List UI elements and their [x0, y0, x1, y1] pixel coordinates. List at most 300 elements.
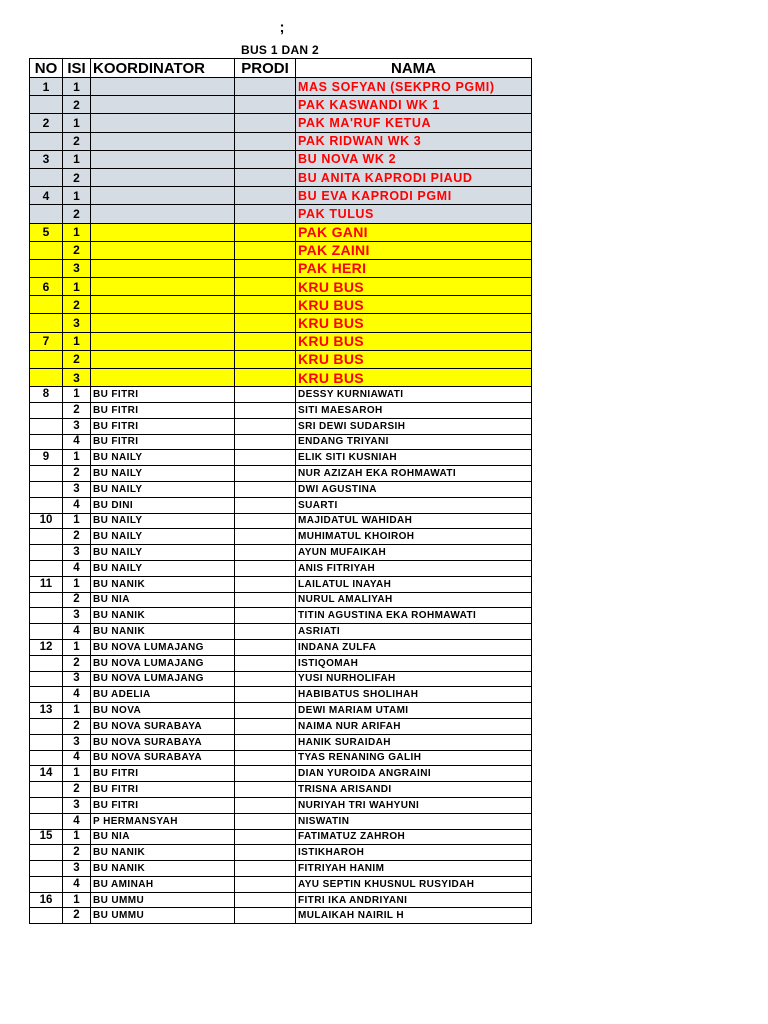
cell-isi: 3: [63, 734, 91, 750]
cell-nama: TRISNA ARISANDI: [296, 782, 532, 798]
table-row: [30, 750, 532, 766]
cell-prodi: [235, 845, 296, 861]
cell-koordinator: [91, 314, 235, 332]
cell-nama: DWI AGUSTINA: [296, 481, 532, 497]
cell-prodi: [235, 892, 296, 908]
cell-nama: ASRIATI: [296, 624, 532, 640]
cell-isi: 4: [63, 687, 91, 703]
cell-isi: 1: [63, 892, 91, 908]
cell-nama: HANIK SURAIDAH: [296, 734, 532, 750]
cell-no: [30, 861, 63, 877]
cell-isi: 1: [63, 114, 91, 132]
cell-isi: 4: [63, 813, 91, 829]
cell-prodi: [235, 592, 296, 608]
cell-koordinator: BU FITRI: [91, 387, 235, 403]
cell-nama: PAK TULUS: [296, 205, 532, 223]
cell-no: 5: [30, 223, 63, 241]
cell-koordinator: BU NOVA LUMAJANG: [91, 671, 235, 687]
cell-nama: KRU BUS: [296, 314, 532, 332]
cell-koordinator: BU NAILY: [91, 529, 235, 545]
cell-no: [30, 434, 63, 450]
cell-no: 3: [30, 150, 63, 168]
cell-isi: 3: [63, 481, 91, 497]
cell-no: 12: [30, 639, 63, 655]
cell-koordinator: [91, 187, 235, 205]
cell-nama: NURUL AMALIYAH: [296, 592, 532, 608]
cell-no: [30, 466, 63, 482]
table-header-row: [30, 59, 532, 78]
cell-isi: 2: [63, 205, 91, 223]
cell-koordinator: BU NOVA: [91, 703, 235, 719]
table-row: [30, 223, 532, 241]
cell-prodi: [235, 782, 296, 798]
cell-nama: AYUN MUFAIKAH: [296, 545, 532, 561]
cell-no: [30, 259, 63, 277]
table-row: [30, 278, 532, 296]
cell-nama: BU EVA KAPRODI PGMI: [296, 187, 532, 205]
table-row: [30, 241, 532, 259]
cell-koordinator: [91, 114, 235, 132]
cell-isi: 3: [63, 861, 91, 877]
cell-isi: 4: [63, 876, 91, 892]
cell-isi: 2: [63, 350, 91, 368]
cell-no: [30, 205, 63, 223]
cell-isi: 1: [63, 223, 91, 241]
cell-nama: ANIS FITRIYAH: [296, 560, 532, 576]
cell-isi: 1: [63, 766, 91, 782]
column-header-isi: ISI: [63, 59, 91, 78]
cell-prodi: [235, 734, 296, 750]
cell-nama: MULAIKAH NAIRIL H: [296, 908, 532, 924]
cell-prodi: [235, 369, 296, 387]
cell-koordinator: [91, 296, 235, 314]
cell-nama: KRU BUS: [296, 369, 532, 387]
table-row: [30, 529, 532, 545]
table-row: [30, 655, 532, 671]
cell-no: 11: [30, 576, 63, 592]
cell-prodi: [235, 150, 296, 168]
table-row: [30, 350, 532, 368]
cell-no: [30, 241, 63, 259]
cell-koordinator: BU NAILY: [91, 466, 235, 482]
cell-isi: 2: [63, 592, 91, 608]
cell-no: [30, 529, 63, 545]
cell-prodi: [235, 639, 296, 655]
cell-prodi: [235, 296, 296, 314]
cell-nama: KRU BUS: [296, 332, 532, 350]
cell-no: 4: [30, 187, 63, 205]
cell-isi: 3: [63, 545, 91, 561]
cell-no: [30, 908, 63, 924]
table-row: [30, 296, 532, 314]
cell-nama: ENDANG TRIYANI: [296, 434, 532, 450]
cell-koordinator: [91, 150, 235, 168]
cell-koordinator: BU NAILY: [91, 560, 235, 576]
cell-isi: 1: [63, 332, 91, 350]
cell-nama: MAJIDATUL WAHIDAH: [296, 513, 532, 529]
cell-nama: FITRI IKA ANDRIYANI: [296, 892, 532, 908]
column-header-prodi: PRODI: [235, 59, 296, 78]
cell-koordinator: [91, 332, 235, 350]
cell-koordinator: [91, 350, 235, 368]
cell-koordinator: [91, 369, 235, 387]
passenger-table: [29, 58, 532, 924]
cell-isi: 2: [63, 655, 91, 671]
cell-no: [30, 168, 63, 186]
cell-prodi: [235, 402, 296, 418]
table-row: [30, 418, 532, 434]
cell-nama: KRU BUS: [296, 278, 532, 296]
cell-prodi: [235, 608, 296, 624]
cell-isi: 2: [63, 96, 91, 114]
cell-nama: LAILATUL INAYAH: [296, 576, 532, 592]
cell-koordinator: [91, 241, 235, 259]
cell-no: 14: [30, 766, 63, 782]
cell-no: 15: [30, 829, 63, 845]
cell-isi: 2: [63, 241, 91, 259]
cell-koordinator: BU NANIK: [91, 845, 235, 861]
cell-no: [30, 545, 63, 561]
cell-koordinator: BU UMMU: [91, 892, 235, 908]
cell-nama: INDANA ZULFA: [296, 639, 532, 655]
cell-prodi: [235, 114, 296, 132]
cell-no: [30, 624, 63, 640]
table-row: [30, 876, 532, 892]
cell-no: [30, 592, 63, 608]
cell-nama: FITRIYAH HANIM: [296, 861, 532, 877]
cell-prodi: [235, 466, 296, 482]
table-row: [30, 513, 532, 529]
cell-nama: MUHIMATUL KHOIROH: [296, 529, 532, 545]
cell-no: [30, 734, 63, 750]
cell-koordinator: BU NANIK: [91, 861, 235, 877]
cell-isi: 3: [63, 608, 91, 624]
cell-no: 6: [30, 278, 63, 296]
cell-nama: DESSY KURNIAWATI: [296, 387, 532, 403]
cell-prodi: [235, 513, 296, 529]
table-row: [30, 813, 532, 829]
table-row: [30, 797, 532, 813]
cell-no: [30, 876, 63, 892]
cell-prodi: [235, 387, 296, 403]
cell-koordinator: BU FITRI: [91, 434, 235, 450]
table-row: [30, 608, 532, 624]
cell-no: [30, 418, 63, 434]
cell-isi: 1: [63, 387, 91, 403]
cell-nama: NISWATIN: [296, 813, 532, 829]
cell-koordinator: BU NANIK: [91, 624, 235, 640]
cell-no: [30, 782, 63, 798]
cell-isi: 2: [63, 168, 91, 186]
cell-prodi: [235, 545, 296, 561]
cell-koordinator: BU NIA: [91, 592, 235, 608]
cell-koordinator: BU NOVA SURABAYA: [91, 734, 235, 750]
cell-prodi: [235, 350, 296, 368]
cell-no: 2: [30, 114, 63, 132]
cell-koordinator: BU NAILY: [91, 450, 235, 466]
cell-nama: DEWI MARIAM UTAMI: [296, 703, 532, 719]
column-header-nama: NAMA: [296, 59, 532, 78]
cell-koordinator: BU UMMU: [91, 908, 235, 924]
cell-prodi: [235, 687, 296, 703]
cell-koordinator: [91, 168, 235, 186]
cell-nama: SUARTI: [296, 497, 532, 513]
cell-nama: PAK RIDWAN WK 3: [296, 132, 532, 150]
cell-prodi: [235, 241, 296, 259]
cell-isi: 2: [63, 782, 91, 798]
cell-nama: KRU BUS: [296, 350, 532, 368]
cell-koordinator: [91, 259, 235, 277]
cell-prodi: [235, 418, 296, 434]
cell-prodi: [235, 829, 296, 845]
cell-no: [30, 718, 63, 734]
cell-nama: FATIMATUZ ZAHROH: [296, 829, 532, 845]
table-row: [30, 639, 532, 655]
cell-isi: 4: [63, 624, 91, 640]
cell-prodi: [235, 187, 296, 205]
cell-nama: NUR AZIZAH EKA ROHMAWATI: [296, 466, 532, 482]
cell-no: [30, 96, 63, 114]
cell-prodi: [235, 259, 296, 277]
table-row: [30, 671, 532, 687]
cell-koordinator: BU AMINAH: [91, 876, 235, 892]
bus-caption: BUS 1 DAN 2: [241, 43, 319, 57]
cell-no: [30, 369, 63, 387]
table-row: [30, 96, 532, 114]
cell-prodi: [235, 450, 296, 466]
header-semicolon: ;: [279, 19, 285, 36]
table-row: [30, 861, 532, 877]
cell-prodi: [235, 624, 296, 640]
cell-nama: PAK ZAINI: [296, 241, 532, 259]
cell-koordinator: BU ADELIA: [91, 687, 235, 703]
table-row: [30, 114, 532, 132]
cell-nama: PAK KASWANDI WK 1: [296, 96, 532, 114]
cell-isi: 2: [63, 908, 91, 924]
cell-koordinator: [91, 78, 235, 96]
cell-no: [30, 481, 63, 497]
table-row: [30, 624, 532, 640]
cell-no: [30, 560, 63, 576]
cell-prodi: [235, 560, 296, 576]
cell-prodi: [235, 132, 296, 150]
cell-nama: DIAN YUROIDA ANGRAINI: [296, 766, 532, 782]
cell-koordinator: BU NIA: [91, 829, 235, 845]
cell-prodi: [235, 908, 296, 924]
cell-koordinator: BU FITRI: [91, 418, 235, 434]
cell-isi: 1: [63, 639, 91, 655]
cell-koordinator: [91, 205, 235, 223]
table-row: [30, 481, 532, 497]
cell-koordinator: BU NAILY: [91, 481, 235, 497]
table-row: [30, 78, 532, 96]
cell-nama: SRI DEWI SUDARSIH: [296, 418, 532, 434]
cell-no: [30, 402, 63, 418]
cell-no: 10: [30, 513, 63, 529]
cell-koordinator: [91, 223, 235, 241]
cell-isi: 2: [63, 132, 91, 150]
cell-prodi: [235, 497, 296, 513]
cell-no: [30, 350, 63, 368]
cell-nama: ISTIQOMAH: [296, 655, 532, 671]
cell-no: [30, 132, 63, 150]
cell-isi: 3: [63, 797, 91, 813]
cell-prodi: [235, 78, 296, 96]
cell-prodi: [235, 655, 296, 671]
table-row: [30, 168, 532, 186]
table-row: [30, 845, 532, 861]
cell-prodi: [235, 481, 296, 497]
cell-no: 16: [30, 892, 63, 908]
cell-prodi: [235, 766, 296, 782]
cell-prodi: [235, 861, 296, 877]
cell-nama: TITIN AGUSTINA EKA ROHMAWATI: [296, 608, 532, 624]
table-row: [30, 332, 532, 350]
cell-no: 13: [30, 703, 63, 719]
cell-prodi: [235, 718, 296, 734]
cell-no: [30, 845, 63, 861]
cell-koordinator: BU FITRI: [91, 782, 235, 798]
table-row: [30, 205, 532, 223]
cell-koordinator: BU NAILY: [91, 545, 235, 561]
cell-no: [30, 813, 63, 829]
cell-isi: 4: [63, 434, 91, 450]
cell-no: [30, 497, 63, 513]
cell-prodi: [235, 671, 296, 687]
cell-prodi: [235, 876, 296, 892]
table-row: [30, 560, 532, 576]
column-header-no: NO: [30, 59, 63, 78]
cell-isi: 1: [63, 703, 91, 719]
table-row: [30, 187, 532, 205]
cell-isi: 2: [63, 466, 91, 482]
cell-prodi: [235, 434, 296, 450]
cell-prodi: [235, 96, 296, 114]
cell-nama: MAS SOFYAN (SEKPRO PGMI): [296, 78, 532, 96]
table-row: [30, 132, 532, 150]
cell-koordinator: BU NOVA LUMAJANG: [91, 639, 235, 655]
cell-nama: NURIYAH TRI WAHYUNI: [296, 797, 532, 813]
cell-no: [30, 314, 63, 332]
cell-isi: 4: [63, 560, 91, 576]
cell-prodi: [235, 797, 296, 813]
table-row: [30, 703, 532, 719]
cell-prodi: [235, 168, 296, 186]
cell-no: 8: [30, 387, 63, 403]
cell-prodi: [235, 332, 296, 350]
cell-nama: AYU SEPTIN KHUSNUL RUSYIDAH: [296, 876, 532, 892]
cell-no: [30, 655, 63, 671]
cell-koordinator: [91, 278, 235, 296]
table-row: [30, 892, 532, 908]
cell-koordinator: BU NOVA SURABAYA: [91, 750, 235, 766]
cell-koordinator: BU DINI: [91, 497, 235, 513]
cell-isi: 1: [63, 513, 91, 529]
cell-isi: 4: [63, 750, 91, 766]
cell-nama: SITI MAESAROH: [296, 402, 532, 418]
cell-nama: ELIK SITI KUSNIAH: [296, 450, 532, 466]
cell-koordinator: BU NOVA SURABAYA: [91, 718, 235, 734]
cell-no: [30, 296, 63, 314]
table-row: [30, 434, 532, 450]
cell-nama: YUSI NURHOLIFAH: [296, 671, 532, 687]
cell-nama: TYAS RENANING GALIH: [296, 750, 532, 766]
cell-isi: 3: [63, 314, 91, 332]
table-row: [30, 908, 532, 924]
cell-prodi: [235, 205, 296, 223]
table-row: [30, 829, 532, 845]
cell-isi: 1: [63, 576, 91, 592]
cell-isi: 1: [63, 450, 91, 466]
table-row: [30, 150, 532, 168]
cell-nama: PAK HERI: [296, 259, 532, 277]
cell-prodi: [235, 750, 296, 766]
table-row: [30, 766, 532, 782]
cell-no: [30, 797, 63, 813]
cell-isi: 3: [63, 418, 91, 434]
table-body: [30, 78, 532, 924]
cell-no: [30, 671, 63, 687]
cell-prodi: [235, 703, 296, 719]
cell-koordinator: BU NANIK: [91, 576, 235, 592]
cell-isi: 2: [63, 296, 91, 314]
cell-isi: 2: [63, 718, 91, 734]
cell-nama: BU ANITA KAPRODI PIAUD: [296, 168, 532, 186]
cell-koordinator: BU FITRI: [91, 402, 235, 418]
table-row: [30, 782, 532, 798]
cell-koordinator: P HERMANSYAH: [91, 813, 235, 829]
cell-no: 9: [30, 450, 63, 466]
cell-nama: ISTIKHAROH: [296, 845, 532, 861]
table-row: [30, 687, 532, 703]
cell-nama: PAK MA'RUF KETUA: [296, 114, 532, 132]
cell-isi: 1: [63, 150, 91, 168]
table-row: [30, 466, 532, 482]
cell-no: [30, 687, 63, 703]
cell-isi: 2: [63, 845, 91, 861]
table-row: [30, 576, 532, 592]
cell-isi: 1: [63, 187, 91, 205]
cell-no: [30, 608, 63, 624]
cell-koordinator: BU NAILY: [91, 513, 235, 529]
cell-prodi: [235, 529, 296, 545]
cell-koordinator: BU FITRI: [91, 766, 235, 782]
table-row: [30, 387, 532, 403]
column-header-koordinator: KOORDINATOR: [91, 59, 235, 78]
table-row: [30, 592, 532, 608]
cell-prodi: [235, 278, 296, 296]
cell-koordinator: BU NOVA LUMAJANG: [91, 655, 235, 671]
table-row: [30, 718, 532, 734]
cell-isi: 1: [63, 829, 91, 845]
cell-isi: 2: [63, 402, 91, 418]
cell-nama: HABIBATUS SHOLIHAH: [296, 687, 532, 703]
table-row: [30, 402, 532, 418]
table-row: [30, 450, 532, 466]
cell-nama: BU NOVA WK 2: [296, 150, 532, 168]
cell-no: [30, 750, 63, 766]
cell-prodi: [235, 576, 296, 592]
cell-prodi: [235, 314, 296, 332]
table-row: [30, 545, 532, 561]
cell-prodi: [235, 223, 296, 241]
cell-isi: 2: [63, 529, 91, 545]
table-row: [30, 497, 532, 513]
cell-isi: 3: [63, 671, 91, 687]
table-row: [30, 314, 532, 332]
cell-koordinator: [91, 96, 235, 114]
cell-no: 1: [30, 78, 63, 96]
